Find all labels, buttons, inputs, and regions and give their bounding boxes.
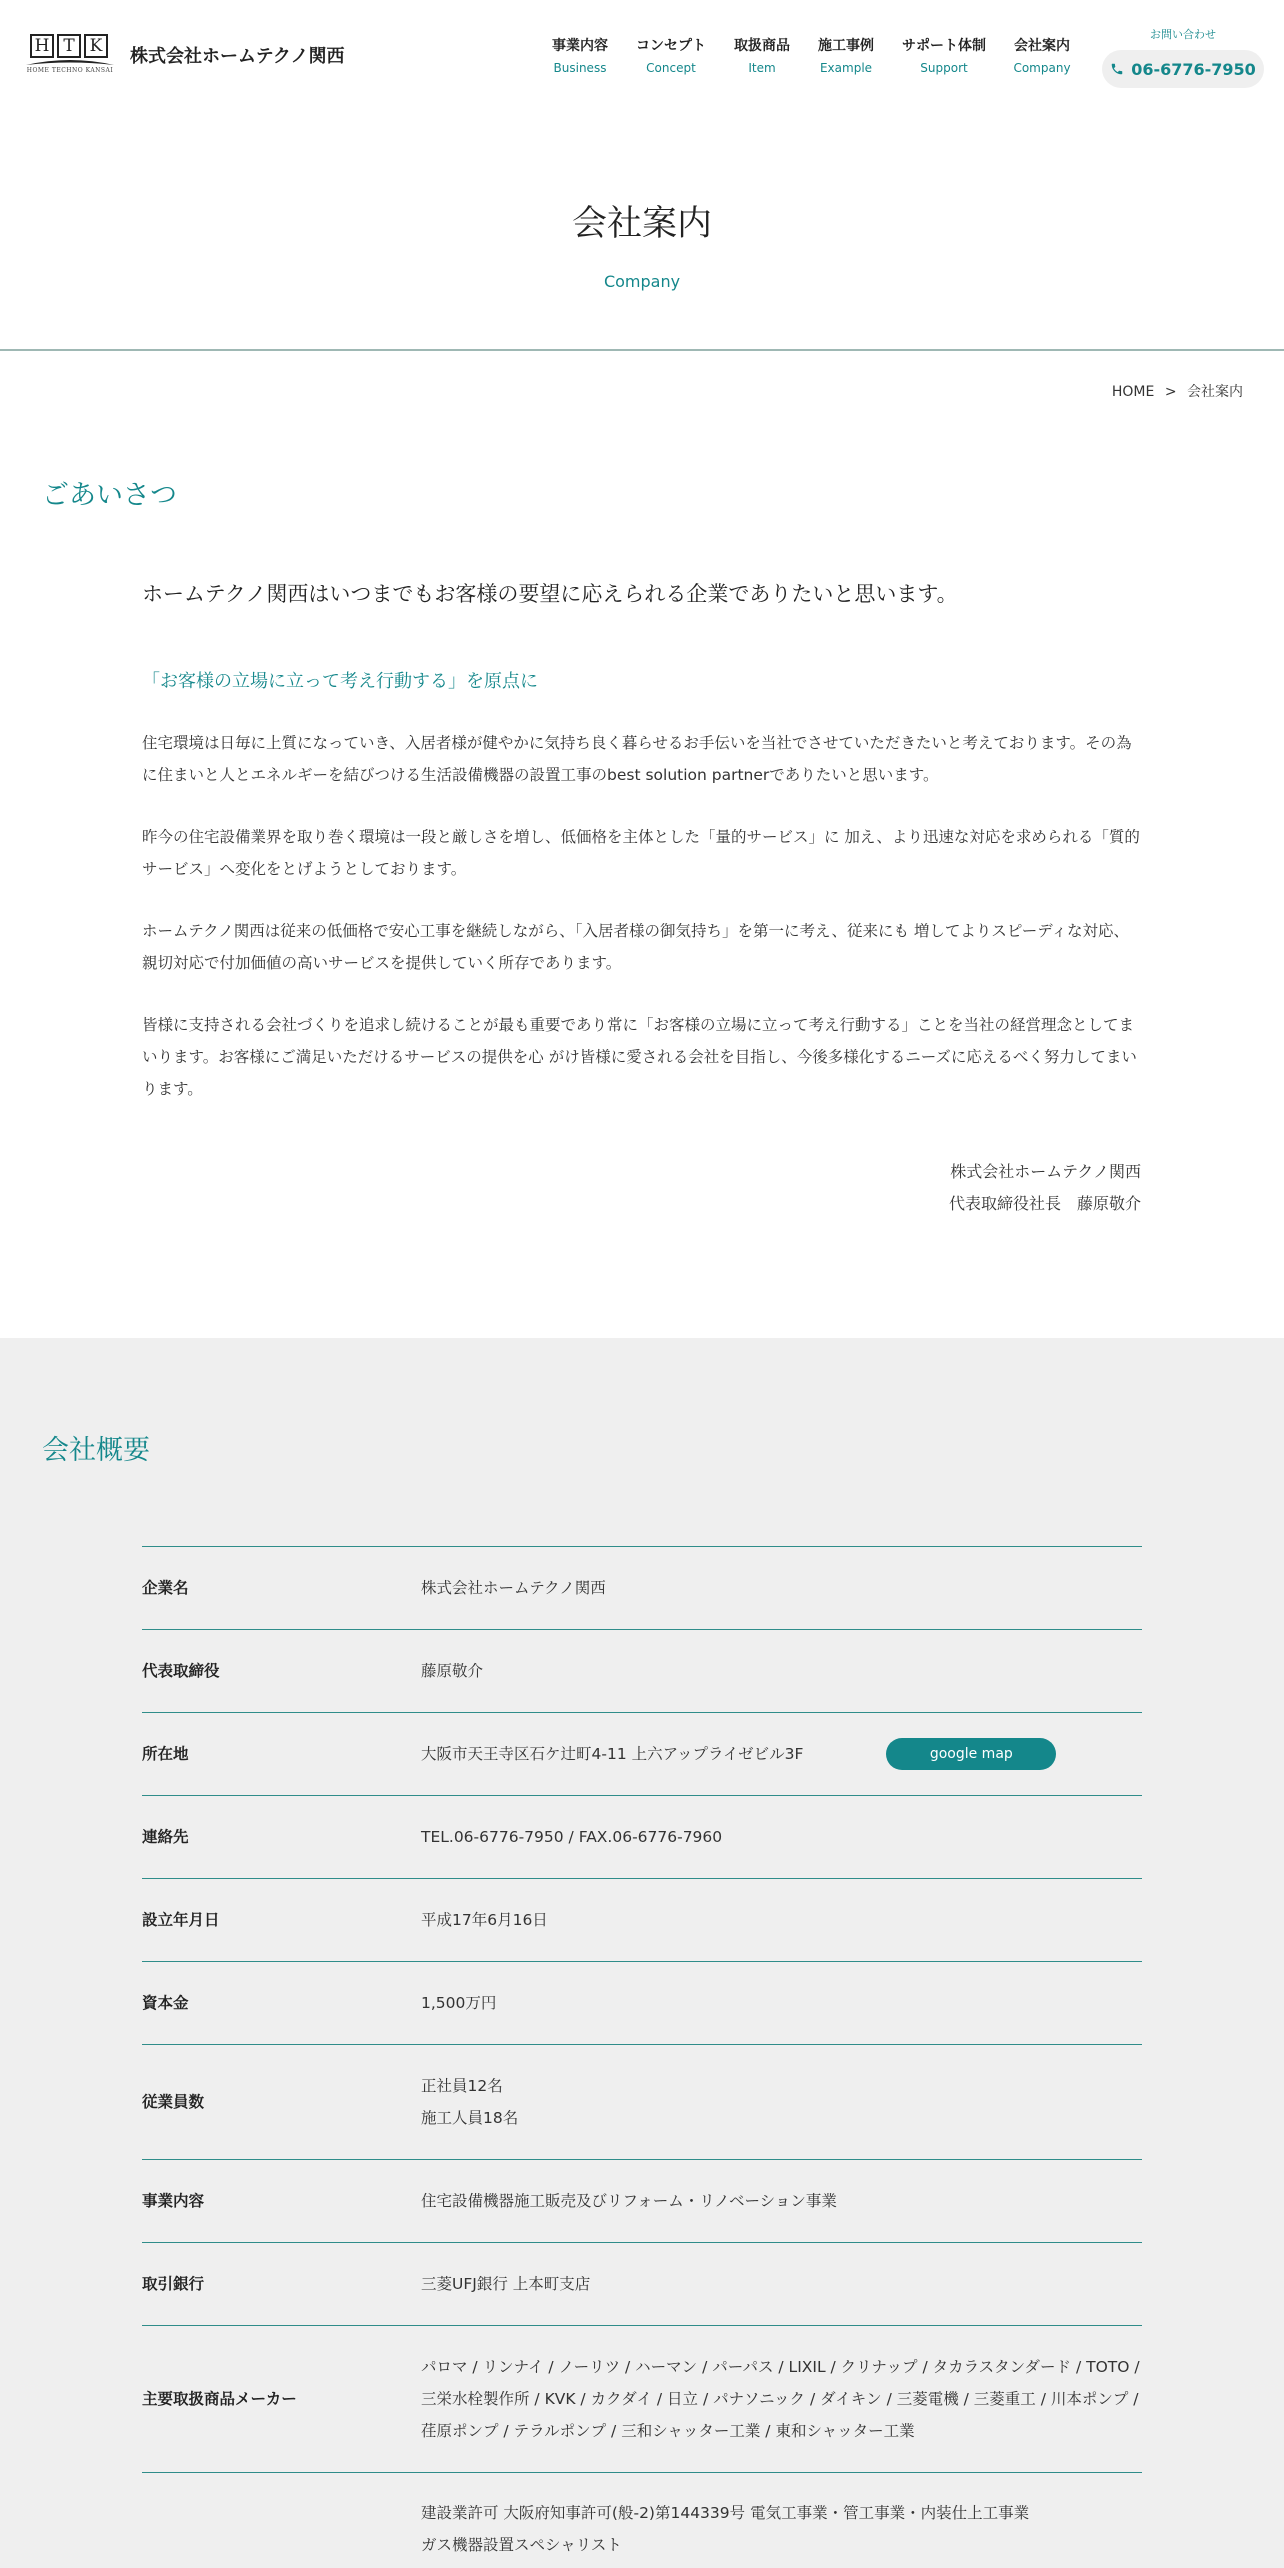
row-label: 企業名 — [142, 1579, 189, 1597]
row-value-line: 建設業許可 大阪府知事許可(般-2)第144339号 電気工事業・管工事業・内装仕上工事業 — [421, 2504, 1030, 2522]
greeting-signature — [949, 1156, 1141, 1220]
row-label: 資本金 — [142, 1994, 189, 2012]
greeting-title: ごあいさつ — [42, 480, 177, 511]
address-text: 大阪市天王寺区石ケ辻町4-11 上六アップライゼビル3F — [421, 1744, 804, 1763]
nav-business[interactable] — [550, 35, 610, 75]
nav-label-en: Concept — [646, 61, 696, 75]
table-row — [142, 1962, 1142, 2045]
overview-title: 会社概要 — [42, 1435, 150, 1466]
signature-person: 代表取締役社長 藤原敬介 — [948, 1194, 1141, 1213]
global-nav — [550, 35, 1096, 75]
greeting-catch: 「お客様の立場に立って考え行動する」を原点に — [142, 671, 538, 692]
row-value: 平成17年6月16日 — [421, 1911, 548, 1929]
greeting-paragraph: ホームテクノ関西は従来の低価格で安心工事を継続しながら、「入居者様の御気持ち」を第一に考え、従来にも 増してよりスピーディな対応、親切対応で付加価値の高いサービスを提供していく所存であります。 — [142, 922, 1130, 972]
row-label: 従業員数 — [142, 2093, 205, 2111]
google-map-button[interactable]: google map — [886, 1738, 1056, 1770]
contact-label: お問い合わせ — [1150, 28, 1216, 41]
nav-example[interactable] — [816, 35, 876, 75]
table-row — [142, 1630, 1142, 1713]
row-value: 株式会社ホームテクノ関西 — [421, 1579, 606, 1597]
row-value-line: 施工人員18名 — [421, 2109, 519, 2127]
breadcrumb-separator: > — [1164, 384, 1177, 400]
table-row — [142, 2160, 1142, 2243]
table-row — [142, 2473, 1142, 2562]
greeting-lead: ホームテクノ関西はいつまでもお客様の要望に応えられる企業でありたいと思います。 — [142, 582, 958, 606]
logo-letter: K — [84, 34, 108, 58]
row-label: 事業内容 — [142, 2192, 205, 2210]
nav-company[interactable] — [1012, 35, 1072, 75]
site-header — [0, 0, 1284, 112]
table-row — [142, 1713, 1142, 1796]
logo-subtitle: HOME TECHNO KANSAI — [26, 67, 114, 74]
row-value-cell — [421, 2473, 1142, 2562]
row-value: 藤原敬介 — [421, 1662, 484, 1680]
table-row — [142, 2045, 1142, 2160]
nav-label-en: Support — [920, 61, 968, 75]
nav-label-jp: 事業内容 — [552, 38, 608, 54]
row-value: TEL.06-6776-7950 / FAX.06-6776-7960 — [421, 1828, 723, 1846]
tel-button[interactable] — [1102, 50, 1264, 88]
row-value-cell — [421, 2045, 1142, 2160]
row-value: パロマ / リンナイ / ノーリツ / ハーマン / パーパス / LIXIL / クリナップ / タカラスタンダード / TOTO / 三栄水栓製作所 / KVK / カクダイ / 日立 / パナソニック / ダイキン / 三菱電機 / 三菱重工 / 川本ポンプ / 荏原ポンプ / テラルポンプ / 三和シャッター工業 / 東和シャッター工業 — [421, 2358, 1140, 2440]
table-row — [142, 1547, 1142, 1630]
title-divider — [0, 349, 1284, 351]
breadcrumb — [1112, 381, 1243, 401]
table-row — [142, 2243, 1142, 2326]
greeting-paragraph: 昨今の住宅設備業界を取り巻く環境は一段と厳しさを増し、低価格を主体とした「量的サービス」に 加え、より迅速な対応を求められる「質的サービス」へ変化をとげようとしております。 — [142, 828, 1140, 878]
row-value: 三菱UFJ銀行 上本町支店 — [421, 2275, 591, 2293]
page-title-en: Company — [603, 272, 681, 291]
logo-swoosh-icon — [24, 58, 116, 66]
row-value: 住宅設備機器施工販売及びリフォーム・リノベーション事業 — [421, 2192, 837, 2210]
table-row — [142, 1796, 1142, 1879]
nav-label-jp: 会社案内 — [1014, 38, 1070, 54]
breadcrumb-home[interactable]: HOME — [1111, 384, 1155, 400]
nav-concept[interactable] — [634, 35, 708, 75]
logo-letter: T — [57, 34, 81, 58]
logo[interactable] — [24, 34, 345, 76]
table-row — [142, 2326, 1142, 2473]
company-name: 株式会社ホームテクノ関西 — [130, 46, 345, 67]
row-label: 設立年月日 — [142, 1911, 220, 1929]
page-title: 会社案内 — [571, 204, 712, 244]
nav-support[interactable] — [900, 35, 988, 75]
page-title-block — [0, 196, 1284, 291]
row-value: 1,500万円 — [421, 1994, 497, 2012]
row-value-line: 正社員12名 — [421, 2077, 503, 2095]
phone-icon — [1110, 62, 1124, 76]
row-label: 所在地 — [142, 1745, 189, 1763]
nav-label-en: Item — [748, 61, 776, 75]
signature-company: 株式会社ホームテクノ関西 — [950, 1162, 1141, 1181]
greeting-paragraph: 住宅環境は日毎に上質になっていき、入居者様が健やかに気持ち良く暮らせるお手伝いを当社でさせていただきたいと考えております。その為に住まいと人とエネルギーを結びつける生活設備機器の設置工事のbest solution partnerでありたいと思います。 — [142, 734, 1132, 784]
nav-label-jp: コンセプト — [636, 38, 706, 54]
nav-label-jp: サポート体制 — [902, 38, 986, 54]
row-value-cell — [421, 1713, 1142, 1796]
row-value-line: ガス機器設置スペシャリスト — [421, 2536, 622, 2554]
table-row — [142, 1879, 1142, 1962]
company-info-table — [142, 1546, 1142, 2561]
row-label — [142, 2473, 421, 2562]
logo-letter: H — [30, 34, 54, 58]
nav-label-en: Business — [553, 61, 607, 75]
nav-label-en: Company — [1013, 61, 1071, 75]
logo-mark — [24, 34, 116, 76]
nav-label-jp: 取扱商品 — [734, 38, 790, 54]
row-label: 代表取締役 — [142, 1662, 220, 1680]
contact-block — [1102, 26, 1264, 88]
nav-label-jp: 施工事例 — [818, 38, 874, 54]
nav-label-en: Example — [819, 61, 873, 75]
breadcrumb-current: 会社案内 — [1187, 384, 1243, 400]
tel-number: 06-6776-7950 — [1131, 59, 1256, 79]
row-label: 主要取扱商品メーカー — [142, 2390, 297, 2408]
greeting-paragraph: 皆様に支持される会社づくりを追求し続けることが最も重要であり常に「お客様の立場に立って考え行動する」ことを当社の経営理念としてまいります。お客様にご満足いただけるサービスの提供を心 がけ皆様に愛される会社を目指し、今後多様化するニーズに応えるべく努力してまいります。 — [142, 1016, 1137, 1098]
nav-item[interactable] — [732, 35, 792, 75]
row-label: 取引銀行 — [142, 2275, 205, 2293]
row-label: 連絡先 — [142, 1828, 189, 1846]
